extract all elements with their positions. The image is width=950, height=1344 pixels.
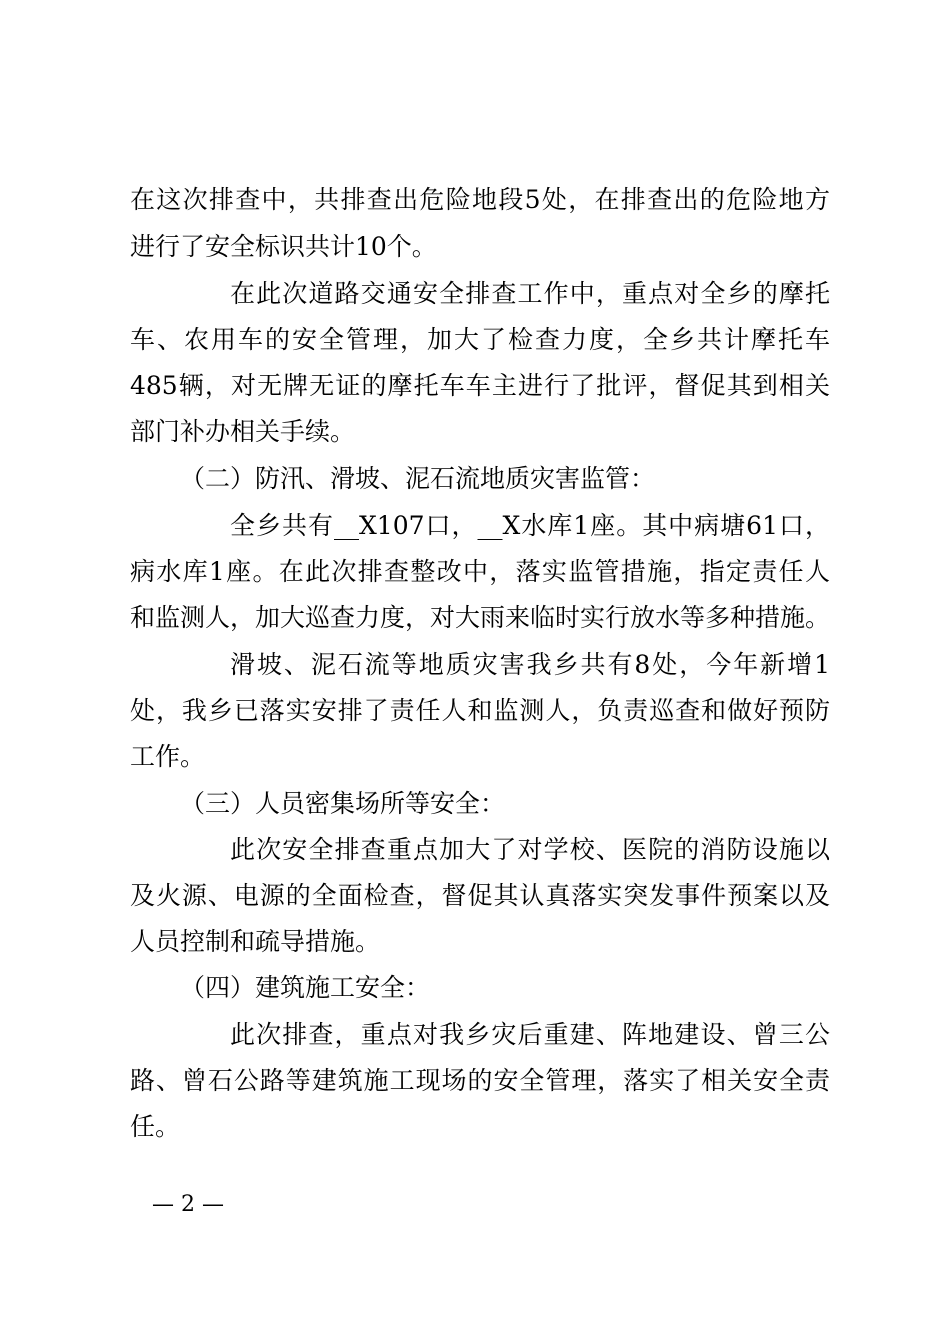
body-line-2: 进行了安全标识共计10个。 xyxy=(130,232,437,261)
body-line-6: 部门补办相关手续。 xyxy=(130,417,356,446)
body-line-13: 工作。 xyxy=(130,742,206,771)
section-heading-4: （四）建筑施工安全： xyxy=(180,973,431,1002)
body-line-17: 人员控制和疏导措施。 xyxy=(130,927,381,956)
section-heading-2: （二）防汛、滑坡、泥石流地质灾害监管： xyxy=(180,464,656,493)
section-heading-3: （三）人员密集场所等安全： xyxy=(180,789,506,818)
body-line-3: 在此次道路交通安全排查工作中，重点对全乡的摩托 xyxy=(230,279,830,308)
body-line-8: 全乡共有__X107口，__X水库1座。其中病塘61口， xyxy=(230,511,830,540)
body-line-9: 病水库1座。在此次排查整改中，落实监管措施，指定责任人 xyxy=(130,557,830,586)
page-number: — 2 — xyxy=(152,1192,224,1217)
body-line-21: 任。 xyxy=(130,1112,181,1141)
body-line-5: 485辆，对无牌无证的摩托车车主进行了批评，督促其到相关 xyxy=(130,371,830,400)
body-line-19: 此次排查，重点对我乡灾后重建、阵地建设、曾三公 xyxy=(230,1020,830,1049)
body-line-11: 滑坡、泥石流等地质灾害我乡共有8处，今年新增1 xyxy=(230,650,830,679)
body-line-20: 路、曾石公路等建筑施工现场的安全管理，落实了相关安全责 xyxy=(130,1066,830,1095)
body-line-16: 及火源、电源的全面检查，督促其认真落实突发事件预案以及 xyxy=(130,881,830,910)
body-line-1: 在这次排查中，共排查出危险地段5处，在排查出的危险地方 xyxy=(130,185,830,214)
body-line-15: 此次安全排查重点加大了对学校、医院的消防设施以 xyxy=(230,835,830,864)
body-line-12: 处，我乡已落实安排了责任人和监测人，负责巡查和做好预防 xyxy=(130,696,830,725)
body-line-10: 和监测人，加大巡查力度，对大雨来临时实行放水等多种措施。 xyxy=(130,603,831,632)
body-line-4: 车、农用车的安全管理，加大了检查力度，全乡共计摩托车 xyxy=(130,325,830,354)
